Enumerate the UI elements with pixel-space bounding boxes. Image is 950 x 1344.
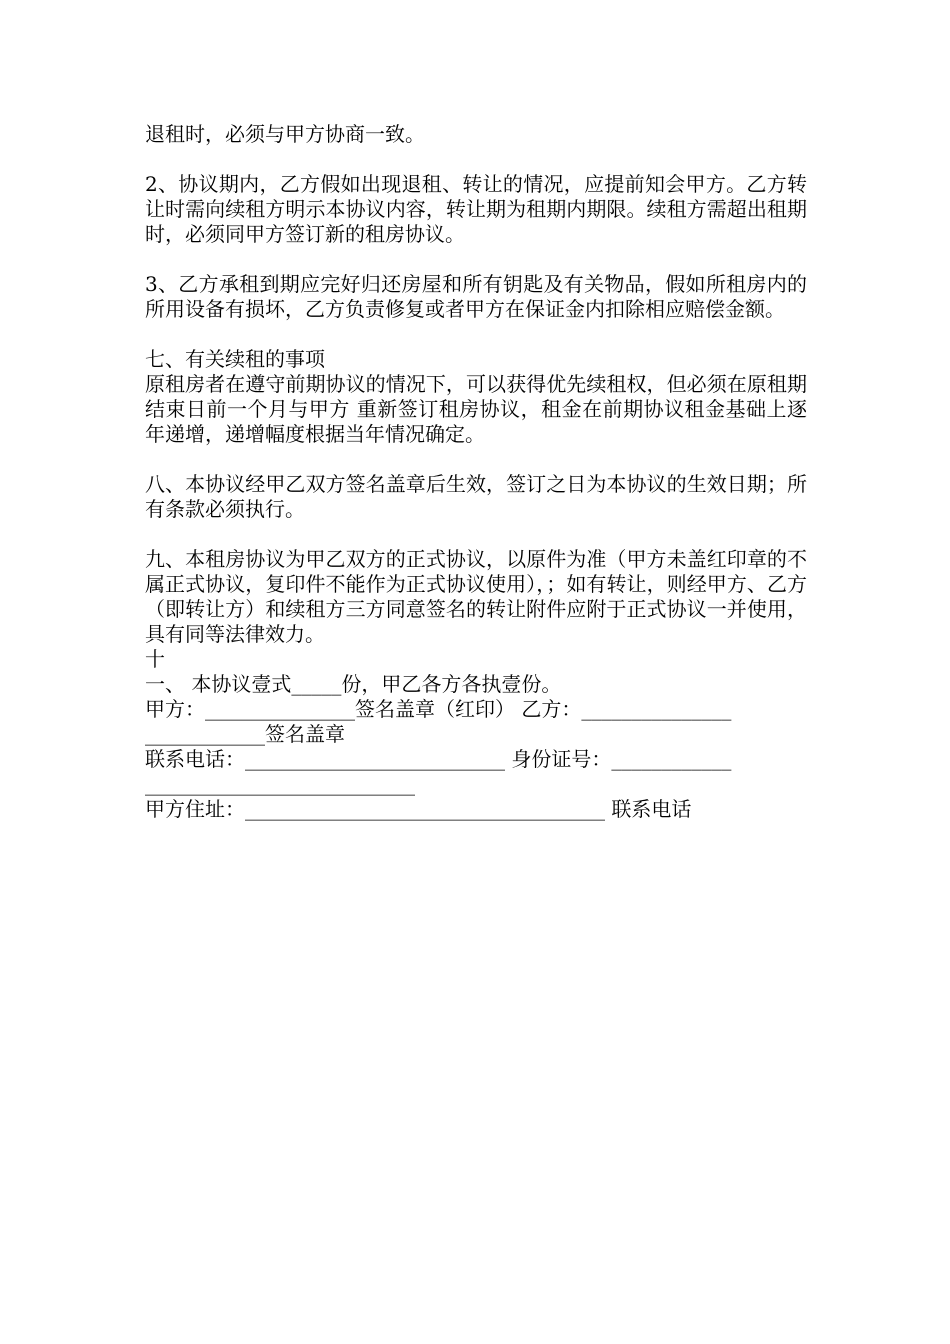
paragraph-section-9-signatures: 九、本租房协议为甲乙双方的正式协议，以原件为准（甲方未盖红印章的不属正式协议，复印件不能作为正式协议使用），；如有转让，则经甲方、乙方（即转让方）和续租方三方同意签名的转让附件应附于正式协议一并使用，具有同等法律效力。 十 一、 本协议壹式_____份，甲乙各方各执壹份。 甲方：_______________签名盖章（红印） 乙方：_______________ ____________签名盖章 联系电话：__________________________ 身份证号：____________ ___________________________ 甲方住址：____________________________________ 联系电话	[145, 547, 807, 821]
paragraph-spacer	[145, 322, 807, 347]
paragraph-section-7-renewal: 七、有关续租的事项 原租房者在遵守前期协议的情况下，可以获得优先续租权，但必须在原租期结束日前一个月与甲方 重新签订租房协议，租金在前期协议租金基础上逐年递增，递增幅度根据当年情况确定。	[145, 347, 807, 446]
paragraph-termination-consult: 退租时，必须与甲方协商一致。	[145, 122, 425, 146]
paragraph-clause-2-transfer: 2、协议期内，乙方假如出现退租、转让的情况，应提前知会甲方。乙方转让时需向续租方明示本协议内容，转让期为租期内期限。续租方需超出租期时，必须同甲方签订新的租房协议。	[145, 172, 807, 246]
paragraph-spacer	[145, 522, 807, 547]
paragraph-clause-3-return: 3、乙方承租到期应完好归还房屋和所有钥匙及有关物品，假如所租房内的所用设备有损坏，乙方负责修复或者甲方在保证金内扣除相应赔偿金额。	[145, 272, 807, 321]
paragraph-section-8-effective: 八、本协议经甲乙双方签名盖章后生效，签订之日为本协议的生效日期；所有条款必须执行。	[145, 472, 807, 521]
paragraph-spacer	[145, 147, 807, 172]
paragraph-spacer	[145, 447, 807, 472]
paragraph-spacer	[145, 247, 807, 272]
document-body	[145, 122, 807, 822]
